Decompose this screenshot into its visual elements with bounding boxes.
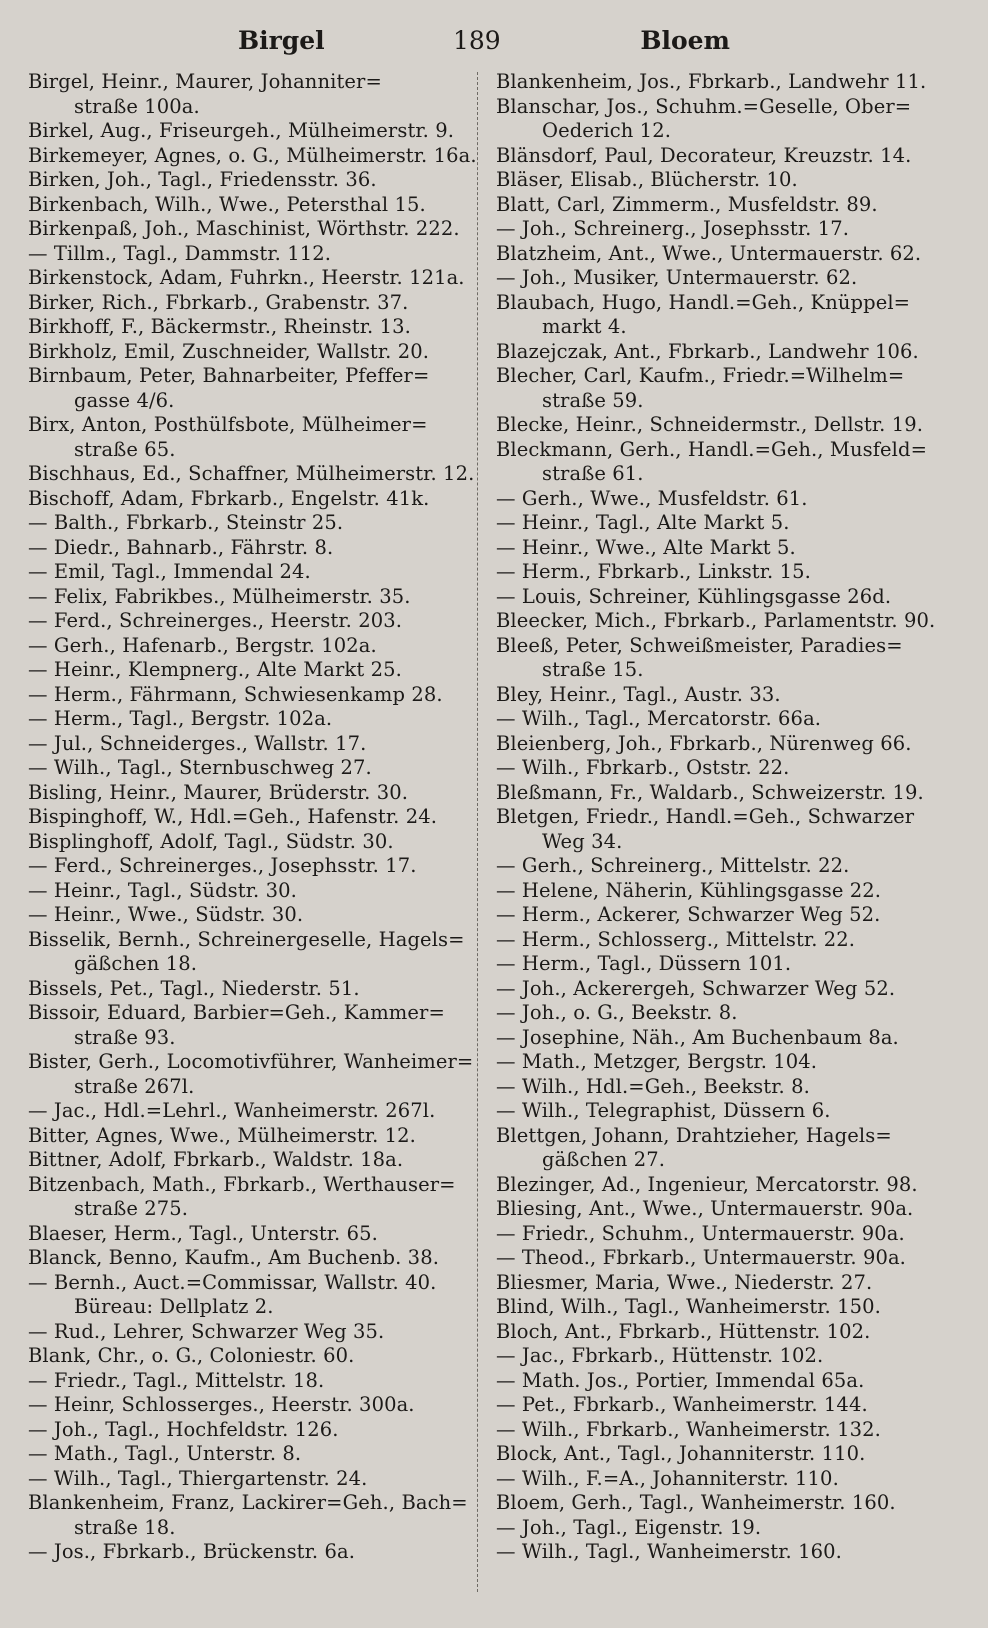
- directory-entry: [28, 560, 478, 585]
- entry-line: — Wilh., F.=A., Johanniterstr. 110.: [496, 1466, 839, 1490]
- entry-line: — Ferd., Schreinerges., Heerstr. 203.: [28, 609, 403, 632]
- directory-entry: [496, 928, 958, 953]
- header-first-name: Birgel: [238, 26, 325, 55]
- entry-continuation: markt 4.: [542, 315, 627, 338]
- entry-line: Birkhoff, F., Bäckermstr., Rheinstr. 13.: [28, 315, 411, 338]
- directory-entry: [28, 830, 478, 855]
- entry-line: Bliesing, Ant., Wwe., Untermauerstr. 90a.: [496, 1197, 914, 1220]
- entry-line: Blänsdorf, Paul, Decorateur, Kreuzstr. 14.: [496, 143, 912, 167]
- directory-entry: [28, 193, 478, 218]
- entry-line: — Herm., Tagl., Bergstr. 102a.: [28, 707, 333, 730]
- entry-line: Birken, Joh., Tagl., Friedensstr. 36.: [28, 168, 377, 191]
- directory-entry: [496, 707, 958, 732]
- directory-entry: [496, 1099, 958, 1124]
- directory-entry: [28, 1246, 478, 1271]
- directory-entry: [28, 1393, 478, 1418]
- entry-line: — Wilh., Tagl., Sternbuschweg 27.: [28, 756, 372, 779]
- directory-entry: [28, 315, 478, 340]
- entry-line: — Math. Jos., Portier, Immendal 65a.: [496, 1368, 865, 1392]
- entry-continuation: Weg 34.: [542, 829, 623, 853]
- entry-continuation: straße 18.: [74, 1515, 176, 1539]
- entry-line: Birkholz, Emil, Zuschneider, Wallstr. 20.: [28, 339, 430, 363]
- entry-line: — Heinr., Tagl., Alte Markt 5.: [496, 511, 790, 534]
- entry-line: Birx, Anton, Posthülfsbote, Mülheimer=: [28, 413, 428, 436]
- entry-line: — Louis, Schreiner, Kühlingsgasse 26d.: [496, 584, 892, 608]
- directory-entry: [28, 1050, 478, 1099]
- directory-entry: [28, 805, 478, 830]
- directory-entry: [496, 585, 958, 610]
- directory-entry: [496, 364, 958, 413]
- column-divider: [477, 72, 478, 1592]
- directory-entry: [28, 732, 478, 757]
- directory-entry: [496, 413, 958, 438]
- directory-entry: [28, 781, 478, 806]
- directory-entry: [28, 879, 478, 904]
- directory-entry: [28, 119, 478, 144]
- entry-line: — Joh., Tagl., Eigenstr. 19.: [496, 1515, 762, 1539]
- directory-entry: [496, 1050, 958, 1075]
- directory-entry: [28, 1099, 478, 1124]
- entry-line: — Theod., Fbrkarb., Untermauerstr. 90a.: [496, 1246, 906, 1269]
- entry-line: Blind, Wilh., Tagl., Wanheimerstr. 150.: [496, 1295, 881, 1318]
- directory-entry: [28, 1148, 478, 1173]
- entry-line: — Heinr., Wwe., Alte Markt 5.: [496, 535, 796, 559]
- entry-line: — Herm., Tagl., Düssern 101.: [496, 952, 792, 975]
- directory-entry: [28, 585, 478, 610]
- directory-entry: [28, 266, 478, 291]
- entry-line: Blank, Chr., o. G., Coloniestr. 60.: [28, 1344, 355, 1367]
- entry-line: — Wilh., Tagl., Mercatorstr. 66a.: [496, 707, 822, 730]
- entry-line: Blaeser, Herm., Tagl., Unterstr. 65.: [28, 1221, 378, 1245]
- entry-line: — Pet., Fbrkarb., Wanheimerstr. 144.: [496, 1393, 868, 1416]
- entry-line: Birnbaum, Peter, Bahnarbeiter, Pfeffer=: [28, 364, 430, 387]
- directory-entry: [496, 70, 958, 95]
- entry-line: Birker, Rich., Fbrkarb., Grabenstr. 37.: [28, 290, 409, 314]
- entry-line: — Wilh., Hdl.=Geh., Beekstr. 8.: [496, 1074, 810, 1098]
- directory-entry: [28, 70, 478, 119]
- entry-line: — Math., Tagl., Unterstr. 8.: [28, 1442, 302, 1465]
- entry-line: Blankenheim, Franz, Lackirer=Geh., Bach=: [28, 1491, 468, 1514]
- directory-entry: [496, 732, 958, 757]
- directory-entry: [28, 1173, 478, 1222]
- entry-line: Bleienberg, Joh., Fbrkarb., Nürenweg 66.: [496, 731, 912, 755]
- entry-line: — Wilh., Tagl., Wanheimerstr. 160.: [496, 1540, 842, 1563]
- entry-line: — Joh., Musiker, Untermauerstr. 62.: [496, 266, 858, 289]
- directory-entry: [28, 1467, 478, 1492]
- entry-line: Blatt, Carl, Zimmerm., Musfeldstr. 89.: [496, 192, 878, 216]
- directory-entry: [28, 511, 478, 536]
- entry-line: Bleßmann, Fr., Waldarb., Schweizerstr. 19.: [496, 780, 924, 804]
- directory-entry: [496, 805, 958, 854]
- directory-entry: [28, 756, 478, 781]
- directory-entry: [28, 1418, 478, 1443]
- directory-entry: [496, 1344, 958, 1369]
- directory-entry: [28, 977, 478, 1002]
- directory-entry: [28, 340, 478, 365]
- entry-continuation: gasse 4/6.: [74, 388, 175, 412]
- directory-entry: [28, 1344, 478, 1369]
- entry-line: — Wilh., Fbrkarb., Wanheimerstr. 132.: [496, 1417, 881, 1441]
- directory-entry: [496, 266, 958, 291]
- entry-line: Bischhaus, Ed., Schaffner, Mülheimerstr. 12.: [28, 462, 475, 485]
- directory-entry: [496, 168, 958, 193]
- directory-entry: [28, 707, 478, 732]
- entry-line: Bissels, Pet., Tagl., Niederstr. 51.: [28, 976, 360, 1000]
- entry-line: Blatzheim, Ant., Wwe., Untermauerstr. 62.: [496, 241, 922, 265]
- directory-entry: [28, 1491, 478, 1540]
- directory-entry: [496, 291, 958, 340]
- entry-line: — Herm., Schlosserg., Mittelstr. 22.: [496, 927, 856, 951]
- directory-entry: [496, 438, 958, 487]
- directory-entry: [496, 536, 958, 561]
- directory-entry: [28, 1124, 478, 1149]
- entry-line: Birgel, Heinr., Maurer, Johanniter=: [28, 70, 382, 93]
- directory-entry: [496, 1075, 958, 1100]
- directory-entry: [496, 1491, 958, 1516]
- directory-entry: [496, 560, 958, 585]
- entry-line: Blazejczak, Ant., Fbrkarb., Landwehr 106.: [496, 339, 919, 363]
- directory-entry: [28, 634, 478, 659]
- directory-entry: [496, 1516, 958, 1541]
- entry-line: Bloch, Ant., Fbrkarb., Hüttenstr. 102.: [496, 1319, 871, 1343]
- entry-line: — Herm., Fährmann, Schwiesenkamp 28.: [28, 682, 443, 706]
- directory-entry: [496, 879, 958, 904]
- entry-line: — Emil, Tagl., Immendal 24.: [28, 560, 311, 583]
- entry-line: Bister, Gerh., Locomotivführer, Wanheimer=: [28, 1050, 474, 1073]
- entry-line: — Wilh., Fbrkarb., Oststr. 22.: [496, 756, 790, 779]
- entry-continuation: straße 275.: [74, 1197, 189, 1220]
- entry-line: — Rud., Lehrer, Schwarzer Weg 35.: [28, 1319, 385, 1343]
- directory-entry: [496, 903, 958, 928]
- entry-line: — Tillm., Tagl., Dammstr. 112.: [28, 241, 332, 265]
- directory-entry: [28, 1442, 478, 1467]
- header-last-name: Bloem: [640, 26, 730, 55]
- entry-line: Bisselik, Bernh., Schreinergeselle, Hagels=: [28, 927, 465, 951]
- entry-continuation: straße 93.: [74, 1025, 176, 1049]
- directory-entry: [496, 1295, 958, 1320]
- directory-entry: [28, 1001, 478, 1050]
- directory-entry: [496, 756, 958, 781]
- directory-entry: [496, 609, 958, 634]
- entry-line: — Josephine, Näh., Am Buchenbaum 8a.: [496, 1025, 899, 1049]
- entry-line: — Wilh., Tagl., Thiergartenstr. 24.: [28, 1466, 368, 1490]
- directory-entry: [28, 364, 478, 413]
- page-header: [28, 18, 960, 58]
- entry-line: Bloem, Gerh., Tagl., Wanheimerstr. 160.: [496, 1491, 896, 1514]
- directory-entry: [496, 1197, 958, 1222]
- directory-entry: [496, 487, 958, 512]
- entry-line: — Friedr., Tagl., Mittelstr. 18.: [28, 1368, 325, 1392]
- directory-entry: [496, 144, 958, 169]
- entry-line: Bletgen, Friedr., Handl.=Geh., Schwarzer: [496, 805, 915, 828]
- entry-line: Bläser, Elisab., Blücherstr. 10.: [496, 168, 798, 191]
- entry-continuation: straße 65.: [74, 437, 176, 461]
- entry-line: Bittner, Adolf, Fbrkarb., Waldstr. 18a.: [28, 1148, 404, 1171]
- entry-line: Bleckmann, Gerh., Handl.=Geh., Musfeld=: [496, 437, 928, 461]
- entry-line: Birkemeyer, Agnes, o. G., Mülheimerstr. 16a.: [28, 143, 477, 167]
- entry-line: Bischoff, Adam, Fbrkarb., Engelstr. 41k.: [28, 486, 430, 510]
- entry-line: — Heinr, Schlosserges., Heerstr. 300a.: [28, 1393, 415, 1416]
- entry-line: — Herm., Fbrkarb., Linkstr. 15.: [496, 560, 811, 583]
- directory-entry: [28, 168, 478, 193]
- entry-line: Blettgen, Johann, Drahtzieher, Hagels=: [496, 1123, 892, 1147]
- directory-entry: [496, 242, 958, 267]
- directory-entry: [496, 634, 958, 683]
- directory-entry: [28, 242, 478, 267]
- entry-line: Bitzenbach, Math., Fbrkarb., Werthauser=: [28, 1172, 456, 1196]
- entry-continuation: straße 59.: [542, 388, 644, 412]
- entry-line: Bisplinghoff, Adolf, Tagl., Südstr. 30.: [28, 829, 394, 853]
- entry-line: Bliesmer, Maria, Wwe., Niederstr. 27.: [496, 1270, 873, 1294]
- directory-entry: [496, 1418, 958, 1443]
- directory-entry: [496, 1222, 958, 1247]
- directory-entry: [496, 1393, 958, 1418]
- directory-entry: [496, 340, 958, 365]
- entry-line: — Balth., Fbrkarb., Steinstr 25.: [28, 511, 344, 534]
- directory-entry: [496, 1001, 958, 1026]
- entry-line: Blankenheim, Jos., Fbrkarb., Landwehr 11.: [496, 70, 927, 93]
- directory-entry: [28, 1540, 478, 1565]
- entry-line: — Bernh., Auct.=Commissar, Wallstr. 40.: [28, 1270, 437, 1294]
- directory-entry: [496, 217, 958, 242]
- directory-entry: [28, 854, 478, 879]
- entry-line: — Friedr., Schuhm., Untermauerstr. 90a.: [496, 1221, 905, 1245]
- entry-line: — Wilh., Telegraphist, Düssern 6.: [496, 1099, 831, 1122]
- entry-continuation: Büreau: Dellplatz 2.: [74, 1295, 274, 1318]
- entry-line: — Diedr., Bahnarb., Fährstr. 8.: [28, 535, 334, 559]
- directory-entry: [28, 1271, 478, 1320]
- entry-line: — Jos., Fbrkarb., Brückenstr. 6a.: [28, 1540, 356, 1563]
- entry-line: — Gerh., Hafenarb., Bergstr. 102a.: [28, 633, 377, 657]
- entry-continuation: gäßchen 18.: [74, 952, 198, 975]
- directory-entry: [28, 928, 478, 977]
- left-column: [28, 70, 478, 1565]
- directory-entry: [496, 1271, 958, 1296]
- directory-entry: [496, 1369, 958, 1394]
- entry-line: — Herm., Ackerer, Schwarzer Weg 52.: [496, 903, 881, 926]
- directory-entry: [496, 1467, 958, 1492]
- entry-line: Birkenpaß, Joh., Maschinist, Wörthstr. 222.: [28, 217, 460, 240]
- entry-continuation: Oederich 12.: [542, 119, 671, 142]
- entry-continuation: straße 267l.: [74, 1074, 195, 1098]
- entry-line: — Jac., Fbrkarb., Hüttenstr. 102.: [496, 1344, 824, 1367]
- entry-line: Blaubach, Hugo, Handl.=Geh., Knüppel=: [496, 290, 911, 314]
- directory-entry: [496, 95, 958, 144]
- entry-line: Bispinghoff, W., Hdl.=Geh., Hafenstr. 24.: [28, 805, 438, 828]
- directory-entry: [496, 1246, 958, 1271]
- entry-line: — Heinr., Tagl., Südstr. 30.: [28, 878, 297, 902]
- directory-entry: [496, 1442, 958, 1467]
- entry-line: Bissoir, Eduard, Barbier=Geh., Kammer=: [28, 1001, 445, 1024]
- entry-line: — Jul., Schneiderges., Wallstr. 17.: [28, 731, 367, 755]
- entry-line: — Helene, Näherin, Kühlingsgasse 22.: [496, 878, 882, 902]
- directory-entry: [496, 977, 958, 1002]
- directory-entry: [496, 854, 958, 879]
- directory-entry: [496, 1320, 958, 1345]
- entry-line: — Joh., Tagl., Hochfeldstr. 126.: [28, 1417, 339, 1441]
- entry-line: — Heinr., Wwe., Südstr. 30.: [28, 903, 304, 926]
- directory-entry: [496, 1540, 958, 1565]
- directory-entry: [28, 1222, 478, 1247]
- directory-entry: [28, 609, 478, 634]
- entry-line: Birkenbach, Wilh., Wwe., Petersthal 15.: [28, 192, 426, 216]
- directory-entry: [496, 193, 958, 218]
- entry-line: Blezinger, Ad., Ingenieur, Mercatorstr. 98.: [496, 1172, 918, 1196]
- right-column: [496, 70, 958, 1565]
- directory-entry: [28, 291, 478, 316]
- entry-line: — Gerh., Wwe., Musfeldstr. 61.: [496, 486, 808, 510]
- entry-line: — Gerh., Schreinerg., Mittelstr. 22.: [496, 854, 850, 877]
- directory-entry: [496, 1173, 958, 1198]
- entry-line: — Jac., Hdl.=Lehrl., Wanheimerstr. 267l.: [28, 1099, 436, 1122]
- entry-line: Blecher, Carl, Kaufm., Friedr.=Wilhelm=: [496, 364, 905, 387]
- directory-entry: [28, 487, 478, 512]
- entry-line: — Felix, Fabrikbes., Mülheimerstr. 35.: [28, 584, 411, 608]
- entry-continuation: straße 15.: [542, 658, 644, 681]
- entry-line: Bleeß, Peter, Schweißmeister, Paradies=: [496, 633, 903, 657]
- directory-entry: [496, 1124, 958, 1173]
- entry-continuation: gäßchen 27.: [542, 1148, 666, 1171]
- directory-entry: [28, 144, 478, 169]
- directory-entry: [496, 781, 958, 806]
- directory-entry: [28, 658, 478, 683]
- entry-line: — Joh., Schreinerg., Josephsstr. 17.: [496, 217, 850, 240]
- directory-entry: [28, 683, 478, 708]
- entry-line: Bley, Heinr., Tagl., Austr. 33.: [496, 682, 781, 706]
- directory-entry: [28, 1320, 478, 1345]
- directory-entry: [496, 511, 958, 536]
- entry-line: Bitter, Agnes, Wwe., Mülheimerstr. 12.: [28, 1123, 416, 1147]
- entry-continuation: straße 61.: [542, 462, 644, 485]
- entry-line: Bleecker, Mich., Fbrkarb., Parlamentstr. 90.: [496, 609, 936, 632]
- entry-line: Bisling, Heinr., Maurer, Brüderstr. 30.: [28, 780, 409, 804]
- directory-entry: [28, 217, 478, 242]
- directory-entry: [28, 903, 478, 928]
- directory-entry: [28, 536, 478, 561]
- directory-entry: [496, 1026, 958, 1051]
- entry-line: — Math., Metzger, Bergstr. 104.: [496, 1050, 818, 1073]
- directory-entry: [496, 683, 958, 708]
- entry-line: Block, Ant., Tagl., Johanniterstr. 110.: [496, 1442, 866, 1465]
- entry-line: Blecke, Heinr., Schneidermstr., Dellstr. 19.: [496, 413, 924, 436]
- directory-entry: [28, 1369, 478, 1394]
- entry-continuation: straße 100a.: [74, 94, 200, 118]
- entry-line: Birkel, Aug., Friseurgeh., Mülheimerstr. 9.: [28, 119, 455, 142]
- entry-line: — Joh., o. G., Beekstr. 8.: [496, 1001, 738, 1024]
- directory-entry: [28, 462, 478, 487]
- page-number: 189: [453, 26, 501, 55]
- directory-entry: [496, 952, 958, 977]
- entry-line: Birkenstock, Adam, Fuhrkn., Heerstr. 121a.: [28, 266, 465, 289]
- directory-entry: [28, 413, 478, 462]
- entry-line: — Joh., Ackerergeh, Schwarzer Weg 52.: [496, 976, 896, 1000]
- entry-line: — Ferd., Schreinerges., Josephsstr. 17.: [28, 854, 417, 877]
- entry-line: Blanschar, Jos., Schuhm.=Geselle, Ober=: [496, 94, 912, 118]
- entry-line: Blanck, Benno, Kaufm., Am Buchenb. 38.: [28, 1246, 439, 1269]
- entry-line: — Heinr., Klempnerg., Alte Markt 25.: [28, 658, 402, 681]
